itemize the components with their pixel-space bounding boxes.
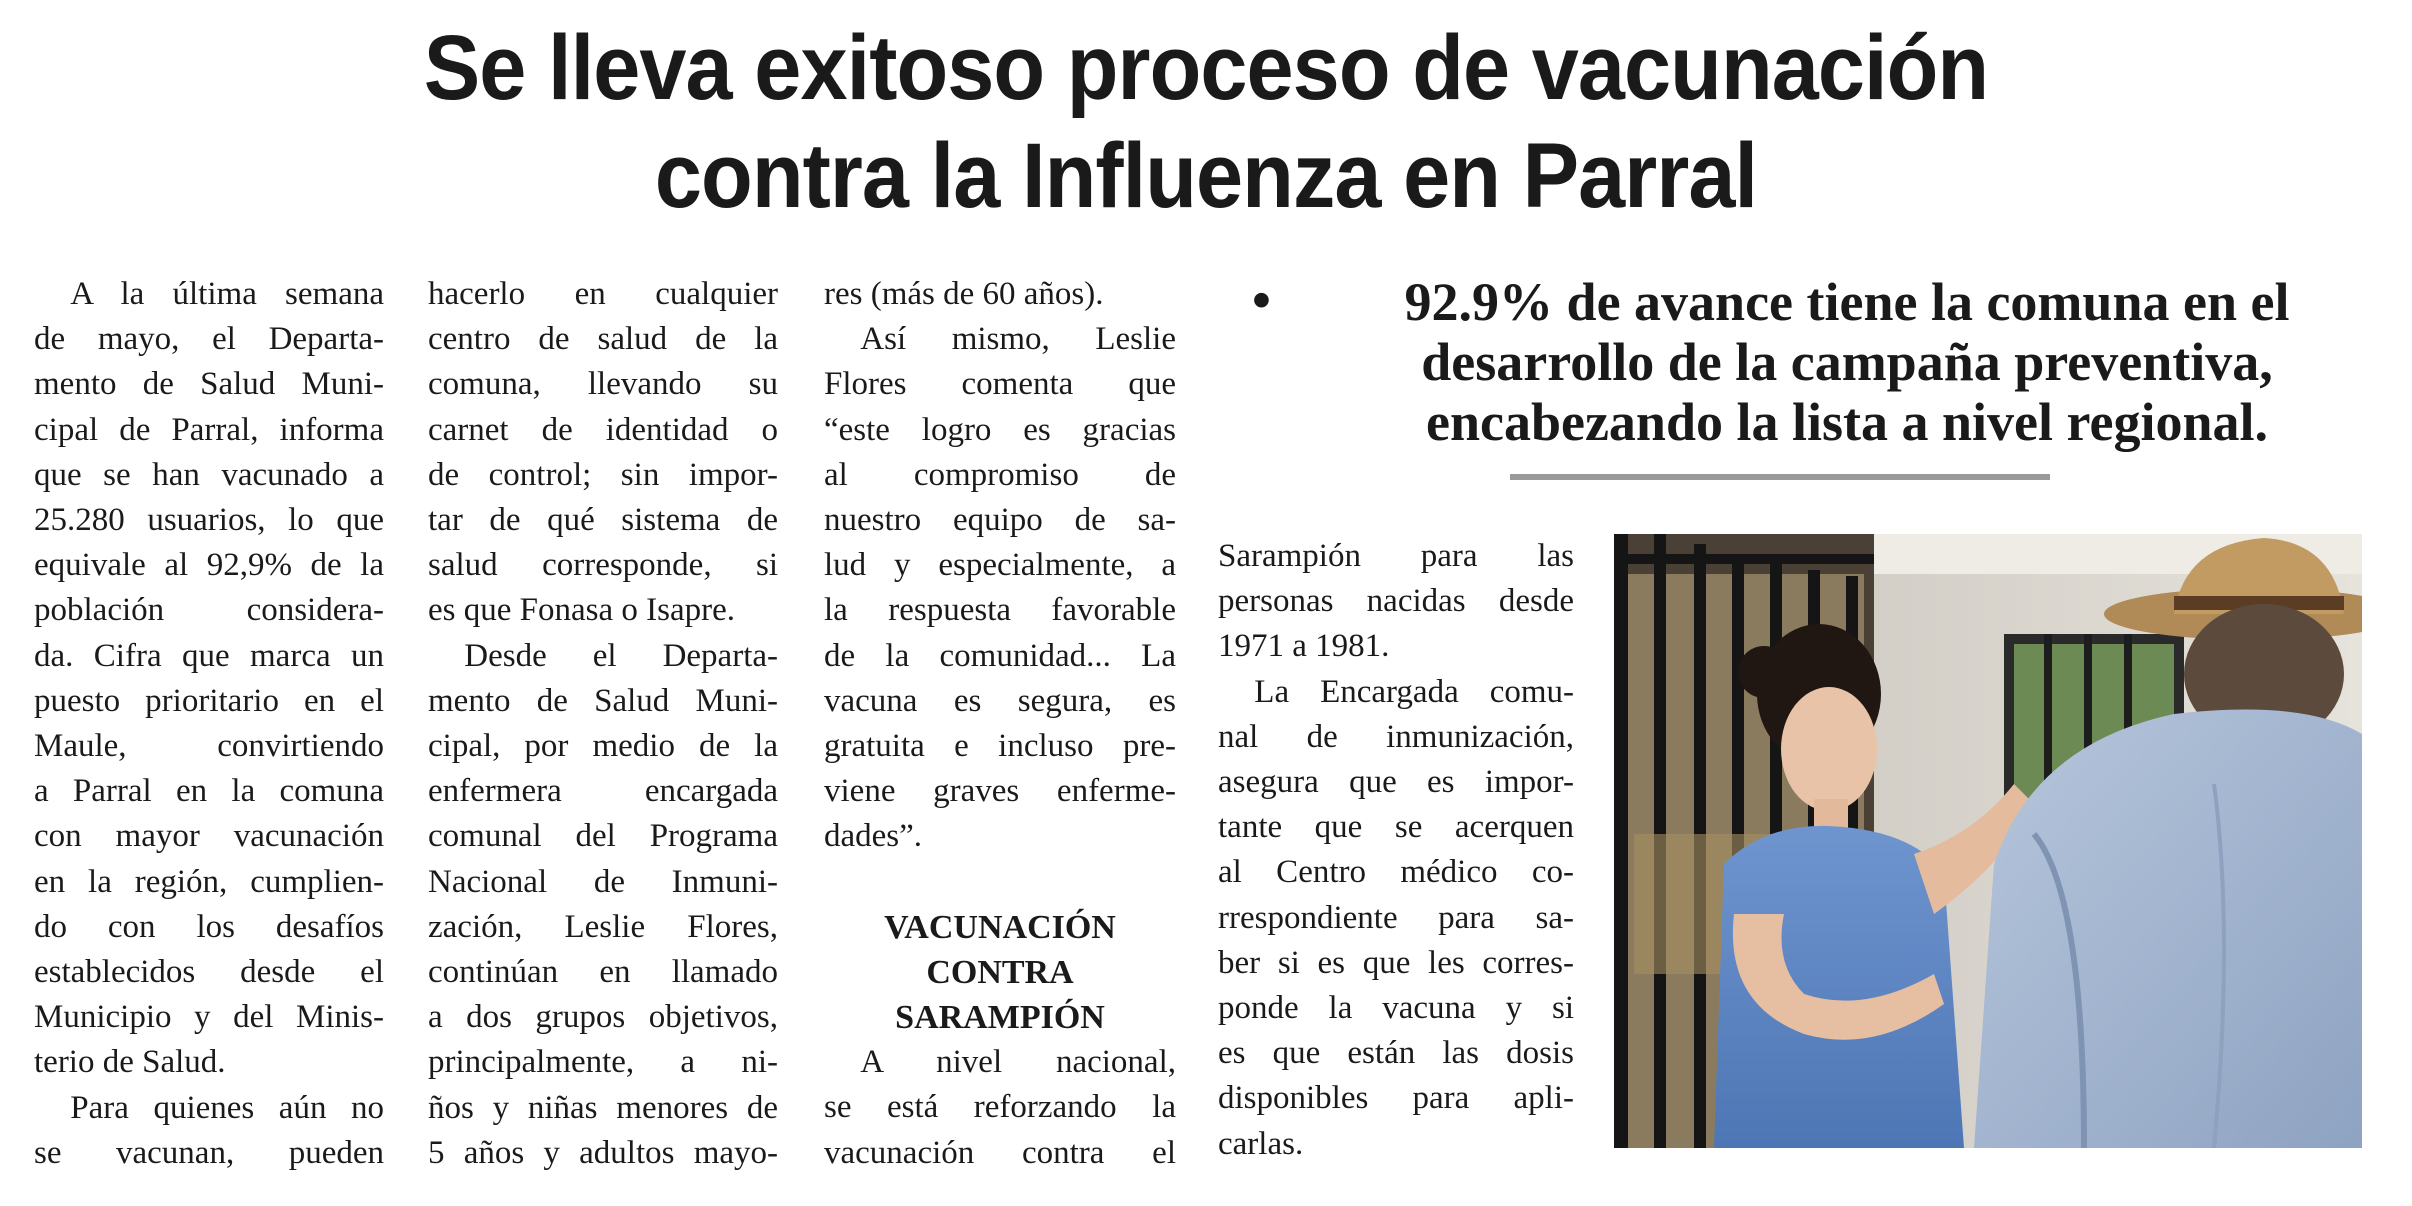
- paragraph-line: centro de salud de la: [428, 321, 778, 358]
- paragraph-1-line: puesto prioritario en el: [34, 682, 384, 719]
- paragraph-2-line: Para quienes aún no: [70, 1089, 384, 1126]
- paragraph-line: hacerlo en cualquier: [428, 276, 778, 312]
- paragraph-1-line: a Parral en la comuna: [34, 773, 384, 810]
- paragraph-line: mento de Salud Muni-: [428, 682, 778, 719]
- article-column-4: [1218, 534, 1574, 1167]
- headline-line-2: contra la Influenza en Parral: [654, 125, 1758, 227]
- vaccination-photo: [1614, 534, 2362, 1148]
- paragraph-line: Sarampión para las: [1218, 538, 1574, 574]
- paragraph-line: disponibles para apli-: [1218, 1080, 1574, 1117]
- paragraph-line: viene graves enfermе-: [824, 773, 1176, 810]
- paragraph-1-line: da. Cifra que marca un: [34, 637, 384, 674]
- paragraph-line: personas nacidas desde: [1218, 583, 1574, 620]
- paragraph-line: de la comunidad... La: [824, 637, 1176, 674]
- paragraph-1-line: establecidos desde el: [34, 954, 384, 991]
- paragraph-line: tar de qué sistema de: [428, 502, 778, 539]
- paragraph-line: es que están las dosis: [1218, 1035, 1574, 1072]
- paragraph-line: tante que se acerquen: [1218, 809, 1574, 846]
- paragraph-line: res (más de 60 años).: [824, 276, 1104, 312]
- paragraph-line: Desde el Departa-: [464, 637, 778, 674]
- pull-quote-line: desarrollo de la campaña preventiva,: [1421, 332, 2273, 392]
- pull-quote-line: 92.9% de avance tiene la comuna en el: [1404, 272, 2290, 332]
- paragraph-line: a dos grupos objetivos,: [428, 999, 778, 1036]
- paragraph-line: nuestro equipo de sa-: [824, 502, 1176, 539]
- paragraph-line: rrespondiente para sa-: [1218, 899, 1574, 936]
- paragraph-line: comuna, llevando su: [428, 366, 778, 403]
- paragraph-line: 5 años y adultos mayo-: [428, 1134, 778, 1171]
- subheading-line: CONTRA: [926, 953, 1074, 991]
- paragraph-line: salud corresponde, si: [428, 547, 778, 584]
- paragraph-1-line: en la región, cumplien-: [34, 863, 384, 900]
- paragraph-line: la respuesta favorable: [824, 592, 1176, 629]
- paragraph-line: zación, Leslie Flores,: [428, 908, 778, 945]
- paragraph-1-line: cipal de Parral, informa: [34, 411, 384, 448]
- paragraph-1-line: mento de Salud Muni-: [34, 366, 384, 403]
- paragraph-line: Así mismo, Leslie: [860, 321, 1176, 358]
- paragraph-1-line: terio de Salud.: [34, 1044, 226, 1081]
- paragraph-line: La Encargada comu-: [1254, 673, 1574, 710]
- subheading-line: SARAMPIÓN: [895, 999, 1105, 1037]
- paragraph-line: enfermera encargada: [428, 773, 778, 810]
- article-column-1: [34, 272, 384, 1176]
- paragraph-line: cipal, por medio de la: [428, 728, 778, 765]
- paragraph-line: comunal del Programa: [428, 818, 778, 855]
- paragraph-line: carlas.: [1218, 1125, 1304, 1162]
- paragraph-1-line: que se han vacunado a: [34, 456, 384, 493]
- paragraph-line: principalmente, a ni-: [428, 1044, 778, 1081]
- paragraph-1-line: población considera-: [34, 592, 384, 629]
- paragraph-line: Nacional de Inmuni-: [428, 863, 778, 900]
- paragraph-line: lud y especialmente, a: [824, 547, 1176, 584]
- headline: [96, 14, 2315, 230]
- article-column-3: [824, 272, 1176, 1176]
- paragraph-line: carnet de identidad o: [428, 411, 778, 448]
- paragraph-line: dades”.: [824, 818, 923, 855]
- paragraph-1-line: con mayor vacunación: [34, 818, 384, 855]
- paragraph-line: vacuna es segura, es: [824, 682, 1176, 719]
- paragraph-line: “este logro es gracias: [824, 411, 1176, 448]
- paragraph-line: Flores comenta que: [824, 366, 1176, 403]
- paragraph-line: continúan en llamado: [428, 954, 778, 991]
- paragraph-line: asegura que es impor-: [1218, 764, 1574, 801]
- paragraph-1-line: do con los desafíos: [34, 908, 384, 945]
- pull-quote-line: encabezando la lista a nivel regional.: [1425, 392, 2268, 452]
- subheading-line: VACUNACIÓN: [884, 908, 1116, 946]
- paragraph-1-line: equivale al 92,9% de la: [34, 547, 384, 584]
- paragraph-line: ber si es que les corres-: [1218, 944, 1574, 981]
- paragraph-line: nal de inmunización,: [1218, 718, 1574, 755]
- paragraph-line: ponde la vacuna y si: [1218, 990, 1574, 1027]
- paragraph-line: al compromiso de: [824, 456, 1176, 493]
- paragraph-line: es que Fonasa o Isapre.: [428, 592, 735, 629]
- paragraph-line: vacunación contra el: [824, 1134, 1176, 1171]
- pull-quote: [1232, 272, 2382, 452]
- paragraph-2-line: se vacunan, pueden: [34, 1134, 384, 1171]
- bullet-icon: •: [1252, 270, 1271, 330]
- paragraph-1-line: 25.280 usuarios, lo que: [34, 502, 384, 539]
- headline-line-1: Se lleva exitoso proceso de vacunación: [423, 17, 1989, 119]
- divider-rule: [1510, 474, 2050, 480]
- paragraph-line: al Centro médico co-: [1218, 854, 1574, 891]
- paragraph-1-line: de mayo, el Departa-: [34, 321, 384, 358]
- paragraph-line: A nivel nacional,: [860, 1044, 1176, 1081]
- paragraph-line: gratuita e incluso pre-: [824, 728, 1176, 765]
- paragraph-line: de control; sin impor-: [428, 456, 778, 493]
- paragraph-line: ños y niñas menores de: [428, 1089, 778, 1126]
- article-column-2: [428, 272, 778, 1176]
- paragraph-1-line: Municipio y del Minis-: [34, 999, 384, 1036]
- paragraph-1-line: A la última semana: [70, 276, 384, 312]
- paragraph-1-line: Maule, convirtiendo: [34, 728, 384, 765]
- paragraph-line: 1971 a 1981.: [1218, 628, 1390, 665]
- paragraph-line: se está reforzando la: [824, 1089, 1176, 1126]
